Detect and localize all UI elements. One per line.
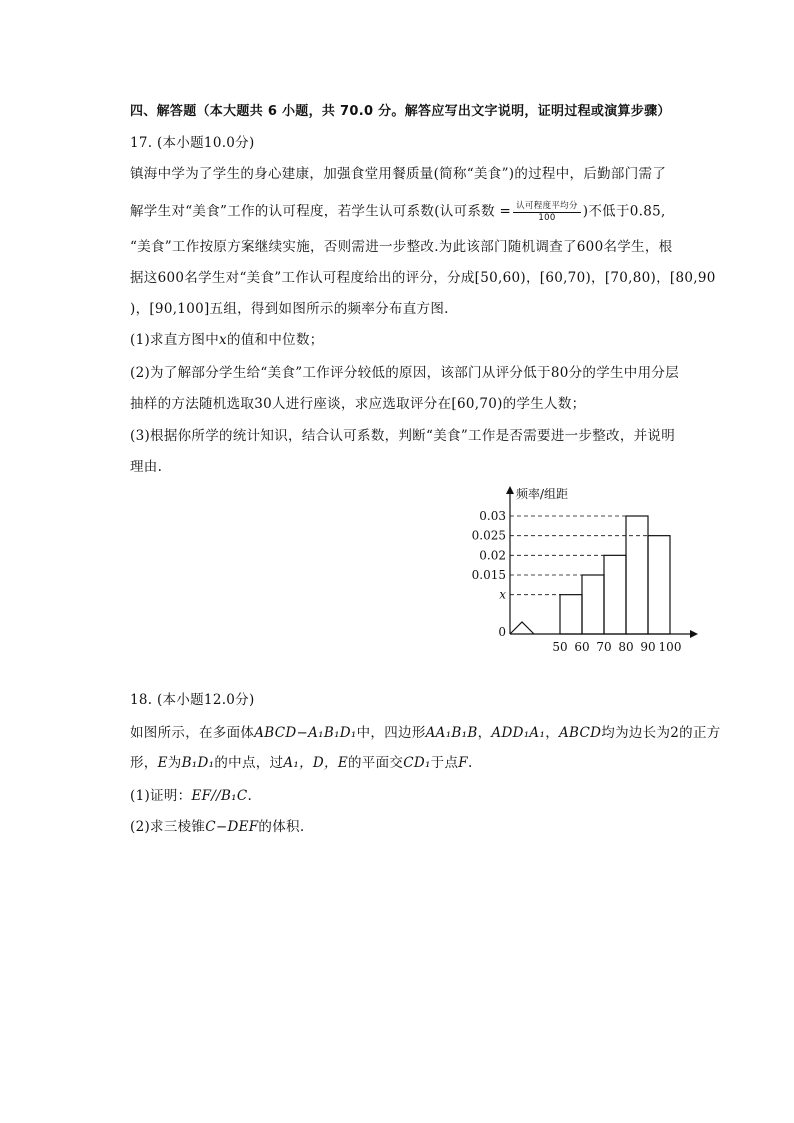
- q17-part3-line1: (3)根据你所学的统计知识，结合认可系数，判断“美食”工作是否需要进一步整改，并说明: [130, 428, 676, 444]
- q17-number: 17. (本小题10.0分): [130, 135, 255, 151]
- q18-l2-e: 于点: [430, 755, 459, 771]
- x-tick-label: 60: [574, 640, 590, 654]
- x-tick-label: 90: [640, 640, 656, 654]
- q18-l1-m1: ABCD−A₁B₁D₁: [254, 725, 357, 741]
- y-tick-label: 0.03: [479, 509, 506, 523]
- q18-text-line2: [130, 754, 473, 772]
- q18-number: 18. (本小题12.0分): [130, 692, 255, 708]
- y-tick-label: 0: [498, 625, 506, 639]
- q17-part1-a: (1)求直方图中: [130, 332, 220, 348]
- q17-part2-line2: 抽样的方法随机选取30人进行座谈，求应选取评分在[60,70)的学生人数；: [130, 396, 586, 412]
- q18-l2-c: 的中点，过: [214, 755, 284, 771]
- q17-text-line2-a: 解学生对“美食”工作的认可程度，若学生认可系数(认可系数 =: [130, 203, 512, 220]
- q18-l1-d: ，: [545, 725, 559, 741]
- q18-p1-b: .: [247, 788, 253, 804]
- fraction-numerator: 认可程度平均分: [513, 201, 581, 213]
- q18-p2-b: 的体积.: [258, 819, 305, 835]
- q18-p2-m: C−DEF: [205, 819, 259, 835]
- q18-l2-f: .: [467, 755, 473, 771]
- q18-l1-b: 中，四边形: [356, 725, 426, 741]
- axis-break: [510, 622, 534, 634]
- coefficient-fraction: [513, 201, 581, 223]
- q18-l2-b: 为: [167, 755, 182, 771]
- q17-text-line4: 据这600名学生对“美食”工作认可程度给出的评分，分成[50,60)，[60,70)，[70,80)，[80,90: [130, 270, 716, 286]
- q18-l1-c: ，: [477, 725, 492, 741]
- histogram-bar: [604, 555, 626, 634]
- q17-text-line1: 镇海中学为了学生的身心建康，加强食堂用餐质量(简称“美食”)的过程中，后勤部门需了: [130, 166, 667, 182]
- q18-l1-a: 如图所示，在多面体: [130, 725, 255, 741]
- q17-part3-line2: 理由.: [130, 459, 163, 475]
- fraction-denominator: 100: [538, 213, 556, 223]
- q17-text-line3: “美食”工作按原方案继续实施，否则需进一步整改.为此该部门随机调查了600名学生，根: [130, 239, 673, 255]
- y-tick-label: 0.025: [471, 528, 506, 543]
- y-tick-label: x: [499, 587, 506, 602]
- q17-part2-line1: (2)为了解部分学生给“美食”工作评分较低的原因，该部门从评分低于80分的学生中用分层: [130, 365, 680, 381]
- x-tick-label: 80: [618, 640, 634, 654]
- section-heading: 四、解答题（本大题共 6 小题，共 70.0 分。解答应写出文字说明，证明过程或演算步骤）: [130, 104, 671, 119]
- q17-text-line5: )，[90,100]五组，得到如图所示的频率分布直方图.: [130, 301, 449, 317]
- q18-l2-a: 形，: [130, 755, 158, 771]
- y-axis-label: 频率/组距: [516, 487, 569, 501]
- x-tick-label: 100: [658, 640, 682, 654]
- histogram-bar: [560, 595, 582, 634]
- x-tick-label: 70: [596, 640, 612, 654]
- q18-l2-m2: B₁D₁: [181, 755, 215, 771]
- q18-l2-m1: E: [157, 755, 168, 771]
- q18-p2-a: (2)求三棱锥: [130, 819, 206, 835]
- q18-p1-m: EF//B₁C: [191, 788, 248, 804]
- q18-p1-a: (1)证明：: [130, 788, 192, 804]
- q18-l2-m3: A₁，D，E: [283, 755, 348, 771]
- q18-l2-m5: F: [458, 755, 468, 771]
- q17-text-line2-b: )不低于0.85,: [582, 203, 666, 220]
- q17-part1-var: x: [219, 332, 227, 348]
- q17-part1-b: 的值和中位数；: [226, 332, 324, 348]
- histogram-bar: [626, 516, 648, 634]
- histogram-bar: [582, 575, 604, 634]
- q18-l2-m4: CD₁: [403, 755, 431, 771]
- q18-l1-m2: AA₁B₁B: [425, 725, 478, 741]
- histogram-bar: [648, 536, 670, 634]
- q18-l1-e: 均为边长为2的正方: [601, 725, 721, 741]
- q18-l1-m3: ADD₁A₁: [491, 725, 546, 741]
- x-tick-label: 50: [552, 640, 568, 654]
- q18-l1-m4: ABCD: [559, 725, 602, 741]
- q18-text-line1: [130, 724, 721, 742]
- q18-l2-d: 的平面交: [348, 755, 404, 771]
- frequency-histogram: [471, 484, 710, 664]
- q18-part2: [130, 818, 304, 836]
- y-tick-label: 0.015: [471, 568, 506, 582]
- q18-part1: [130, 787, 252, 805]
- q17-text-line2: [130, 201, 666, 223]
- q17-part1: [130, 331, 324, 349]
- y-tick-label: 0.02: [479, 548, 506, 563]
